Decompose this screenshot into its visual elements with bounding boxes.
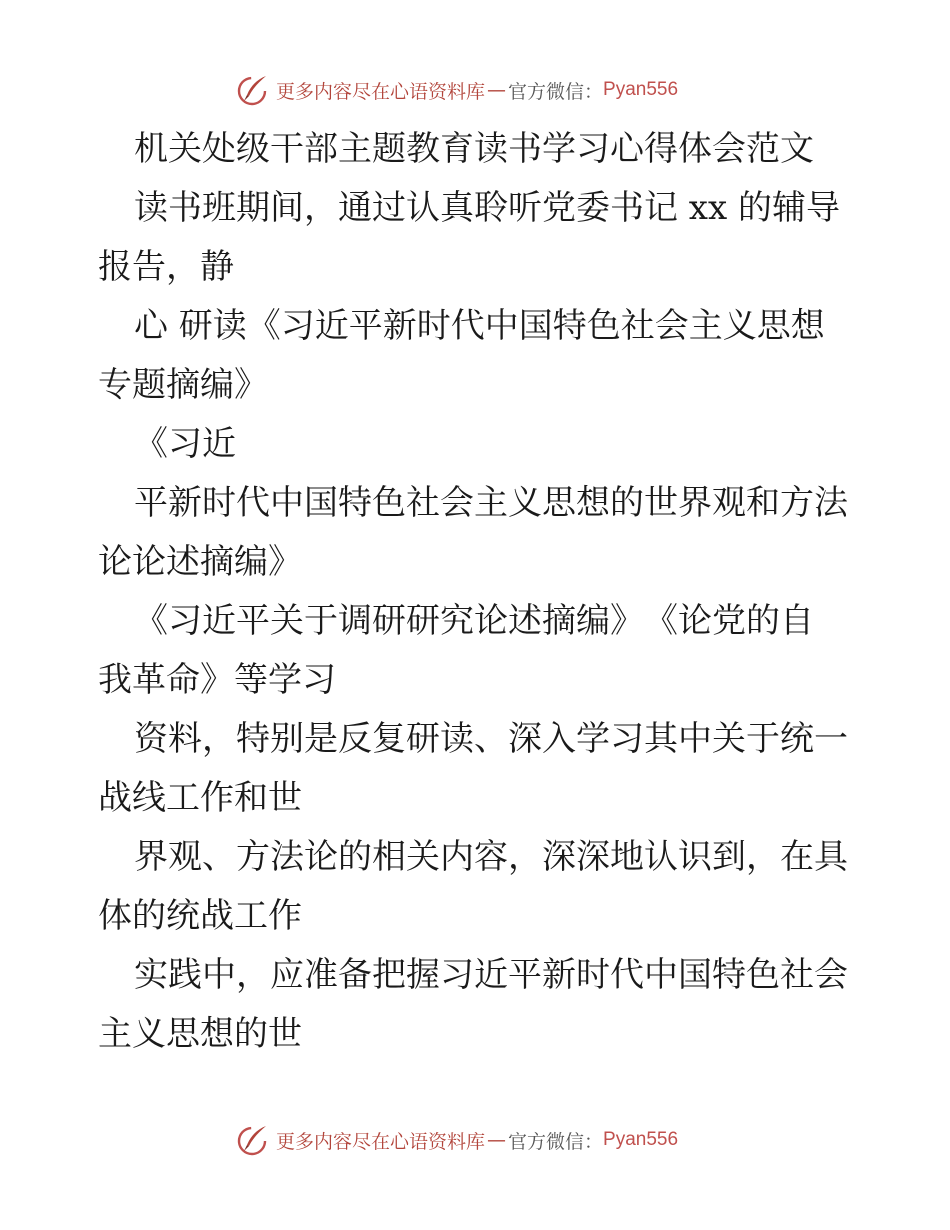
text-line: 主义思想的世 (98, 1014, 302, 1054)
text-line: 报告，静 (98, 247, 234, 287)
document-body (98, 120, 854, 1064)
footer-watermark (236, 1122, 678, 1158)
watermark-text: 更多内容尽在心语资料库 (276, 1130, 486, 1153)
text-line: 专题摘编》 (98, 365, 268, 405)
text-line: 资料，特别是反复研读、深入学习其中关于统一 (134, 719, 848, 759)
watermark-text: 更多内容尽在心语资料库 (276, 80, 486, 103)
watermark-wechat-id: Pyan556 (603, 79, 679, 100)
quill-pen-logo-icon (236, 73, 270, 107)
watermark-wechat-id: Pyan556 (603, 1129, 679, 1150)
text-line: 《习近平关于调研研究论述摘编》 《论党的自 (134, 601, 814, 641)
watermark-label: 官方微信： (508, 1130, 604, 1153)
watermark-label: 官方微信： (508, 80, 604, 103)
text-line: 界观、方法论的相关内容，深深地认识到，在具 (134, 837, 848, 877)
text-line: 读书班期间，通过认真聆听党委书记 xx 的辅导 (134, 188, 840, 228)
text-line: 战线工作和世 (98, 778, 302, 818)
text-line: 体的统战工作 (98, 896, 302, 936)
text-line: 平新时代中国特色社会主义思想的世界观和方法 (134, 483, 848, 523)
quill-pen-logo-icon (236, 1123, 270, 1157)
text-line: 实践中，应准备把握习近平新时代中国特色社会 (134, 955, 848, 995)
header-watermark (236, 72, 678, 108)
text-line: 心 研读《习近平新时代中国特色社会主义思想 (134, 306, 825, 346)
text-line: 《习近 (134, 424, 236, 464)
text-line: 论论述摘编》 (98, 542, 302, 582)
watermark-separator: — (487, 79, 507, 101)
document-title: 机关处级干部主题教育读书学习心得体会范文 (134, 129, 814, 169)
watermark-separator: — (487, 1129, 507, 1151)
text-line: 我革命》等学习 (98, 660, 336, 700)
